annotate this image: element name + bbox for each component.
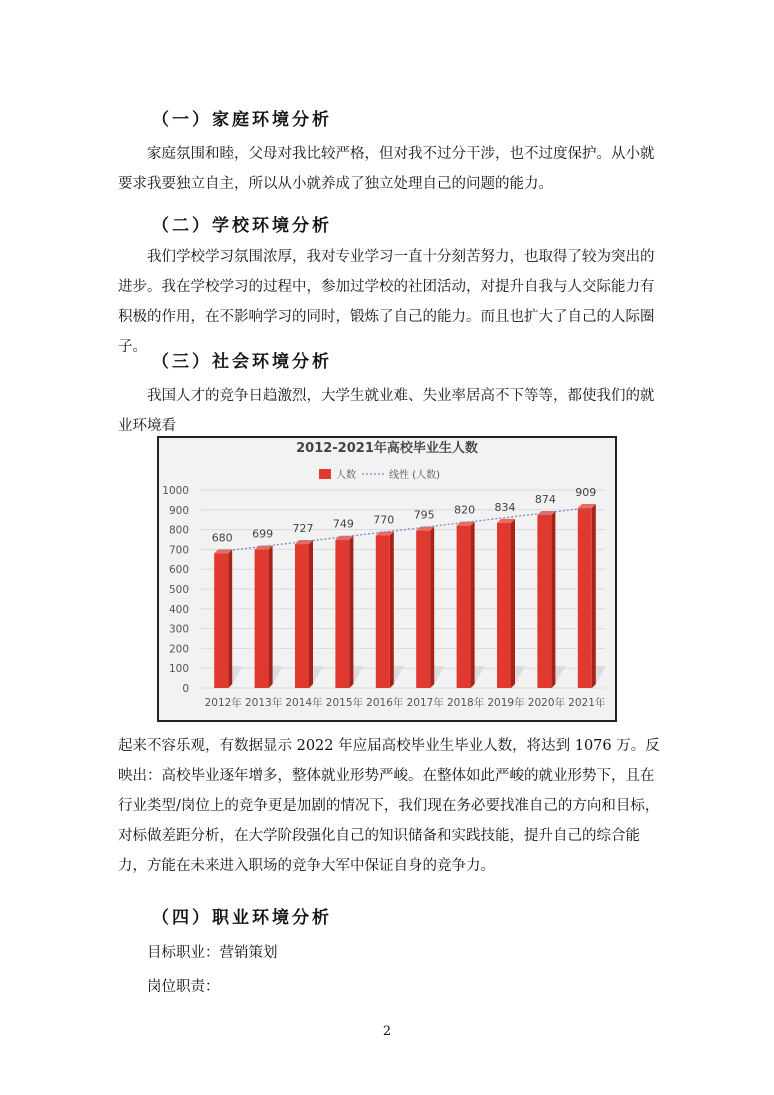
bar-side (430, 527, 434, 688)
section-heading-family: （一）家庭环境分析 (152, 110, 332, 130)
bar-side (390, 532, 394, 688)
bar (214, 553, 228, 688)
paragraph-society-end: 起来不容乐观，有数据显示 2022 年应届高校毕业生毕业人数，将达到 1076 万。反映出：高校毕业逐年增多，整体就业形势严峻。在整体如此严峻的就业形势下，且在行业类型/岗位上的竞争更是加剧的情况下，我们现在务必要找准自己的方向和目标，对标做差距分析，在大学阶段强化自己的知识储备和实践技能，提升自己的综合能力，方能在未来进入职场的竞争大军中保证自身的竞争力。 (118, 738, 660, 874)
bar (497, 523, 511, 688)
y-tick-label: 300 (168, 623, 189, 636)
page-number: 2 (382, 1024, 392, 1039)
legend-label-trend: 线性 (人数) (389, 470, 440, 481)
target-career: 目标职业：营销策划 (147, 945, 278, 961)
x-tick-label: 2012年 (204, 697, 242, 709)
data-label: 834 (494, 500, 516, 514)
paragraph-society-start: 我国人才的竞争日趋激烈，大学生就业难、失业率居高不下等等，都使我们的就业环境看 (118, 388, 655, 434)
data-label: 680 (211, 531, 233, 545)
x-tick-label: 2018年 (446, 697, 485, 709)
y-tick-label: 700 (168, 544, 189, 557)
x-tick-label: 2017年 (406, 697, 444, 709)
data-label: 795 (413, 508, 435, 522)
x-tick-label: 2021年 (568, 697, 606, 709)
y-tick-label: 900 (168, 504, 189, 517)
section-heading-society: （三）社会环境分析 (152, 352, 332, 372)
y-tick-label: 100 (168, 663, 189, 676)
bar-side (471, 522, 475, 688)
section-heading-school: （二）学校环境分析 (152, 216, 332, 236)
legend-swatch-bars (319, 469, 331, 479)
bar-side (349, 536, 353, 688)
bar (255, 550, 269, 688)
bar-side (228, 549, 232, 688)
y-tick-label: 600 (168, 564, 189, 577)
bar-side (551, 511, 555, 688)
x-tick-label: 2014年 (285, 697, 323, 709)
bar-side (269, 546, 273, 688)
bar (457, 526, 471, 688)
data-label: 820 (454, 503, 476, 517)
bar (295, 544, 309, 688)
y-tick-label: 400 (168, 603, 189, 616)
y-tick-label: 500 (168, 584, 189, 596)
bar (335, 540, 349, 688)
chart-title: 2012-2021年高校毕业生人数 (296, 441, 478, 456)
bar (537, 515, 551, 688)
y-tick-label: 1000 (162, 485, 189, 497)
x-tick-label: 2015年 (325, 697, 364, 709)
x-tick-label: 2020年 (527, 697, 566, 709)
bar (376, 536, 390, 688)
paragraph-family: 家庭氛围和睦，父母对我比较严格，但对我不过分干涉，也不过度保护。从小就要求我要独立自主，所以从小就养成了独立处理自己的问题的能力。 (118, 146, 655, 192)
data-label: 770 (373, 513, 395, 527)
bar (578, 508, 592, 688)
bar-side (511, 519, 515, 688)
section-heading-career: （四）职业环境分析 (152, 908, 332, 928)
data-label: 874 (534, 492, 556, 506)
x-tick-label: 2016年 (366, 697, 404, 709)
data-label: 749 (332, 517, 354, 531)
bar-side (309, 540, 313, 688)
job-duties-label: 岗位职责： (147, 979, 220, 995)
x-tick-label: 2019年 (487, 697, 525, 709)
bar (416, 531, 430, 688)
data-label: 909 (575, 486, 597, 500)
y-tick-label: 0 (182, 683, 189, 695)
x-tick-label: 2013年 (244, 697, 283, 709)
data-label: 699 (252, 527, 274, 541)
chart-canvas (159, 438, 615, 720)
y-tick-label: 800 (168, 524, 189, 537)
y-tick-label: 200 (168, 643, 189, 656)
paragraph-school: 我们学校学习氛围浓厚，我对专业学习一直十分刻苦努力，也取得了较为突出的进步。我在学校学习的过程中，参加过学校的社团活动，对提升自我与人交际能力有积极的作用，在不影响学习的同时，锻炼了自己的能力。而且也扩大了自己的人际圈子。 (118, 249, 655, 355)
graduates-bar-chart (157, 436, 617, 722)
legend-label-bars: 人数 (336, 470, 356, 481)
data-label: 727 (292, 522, 314, 536)
bar-side (592, 504, 596, 688)
